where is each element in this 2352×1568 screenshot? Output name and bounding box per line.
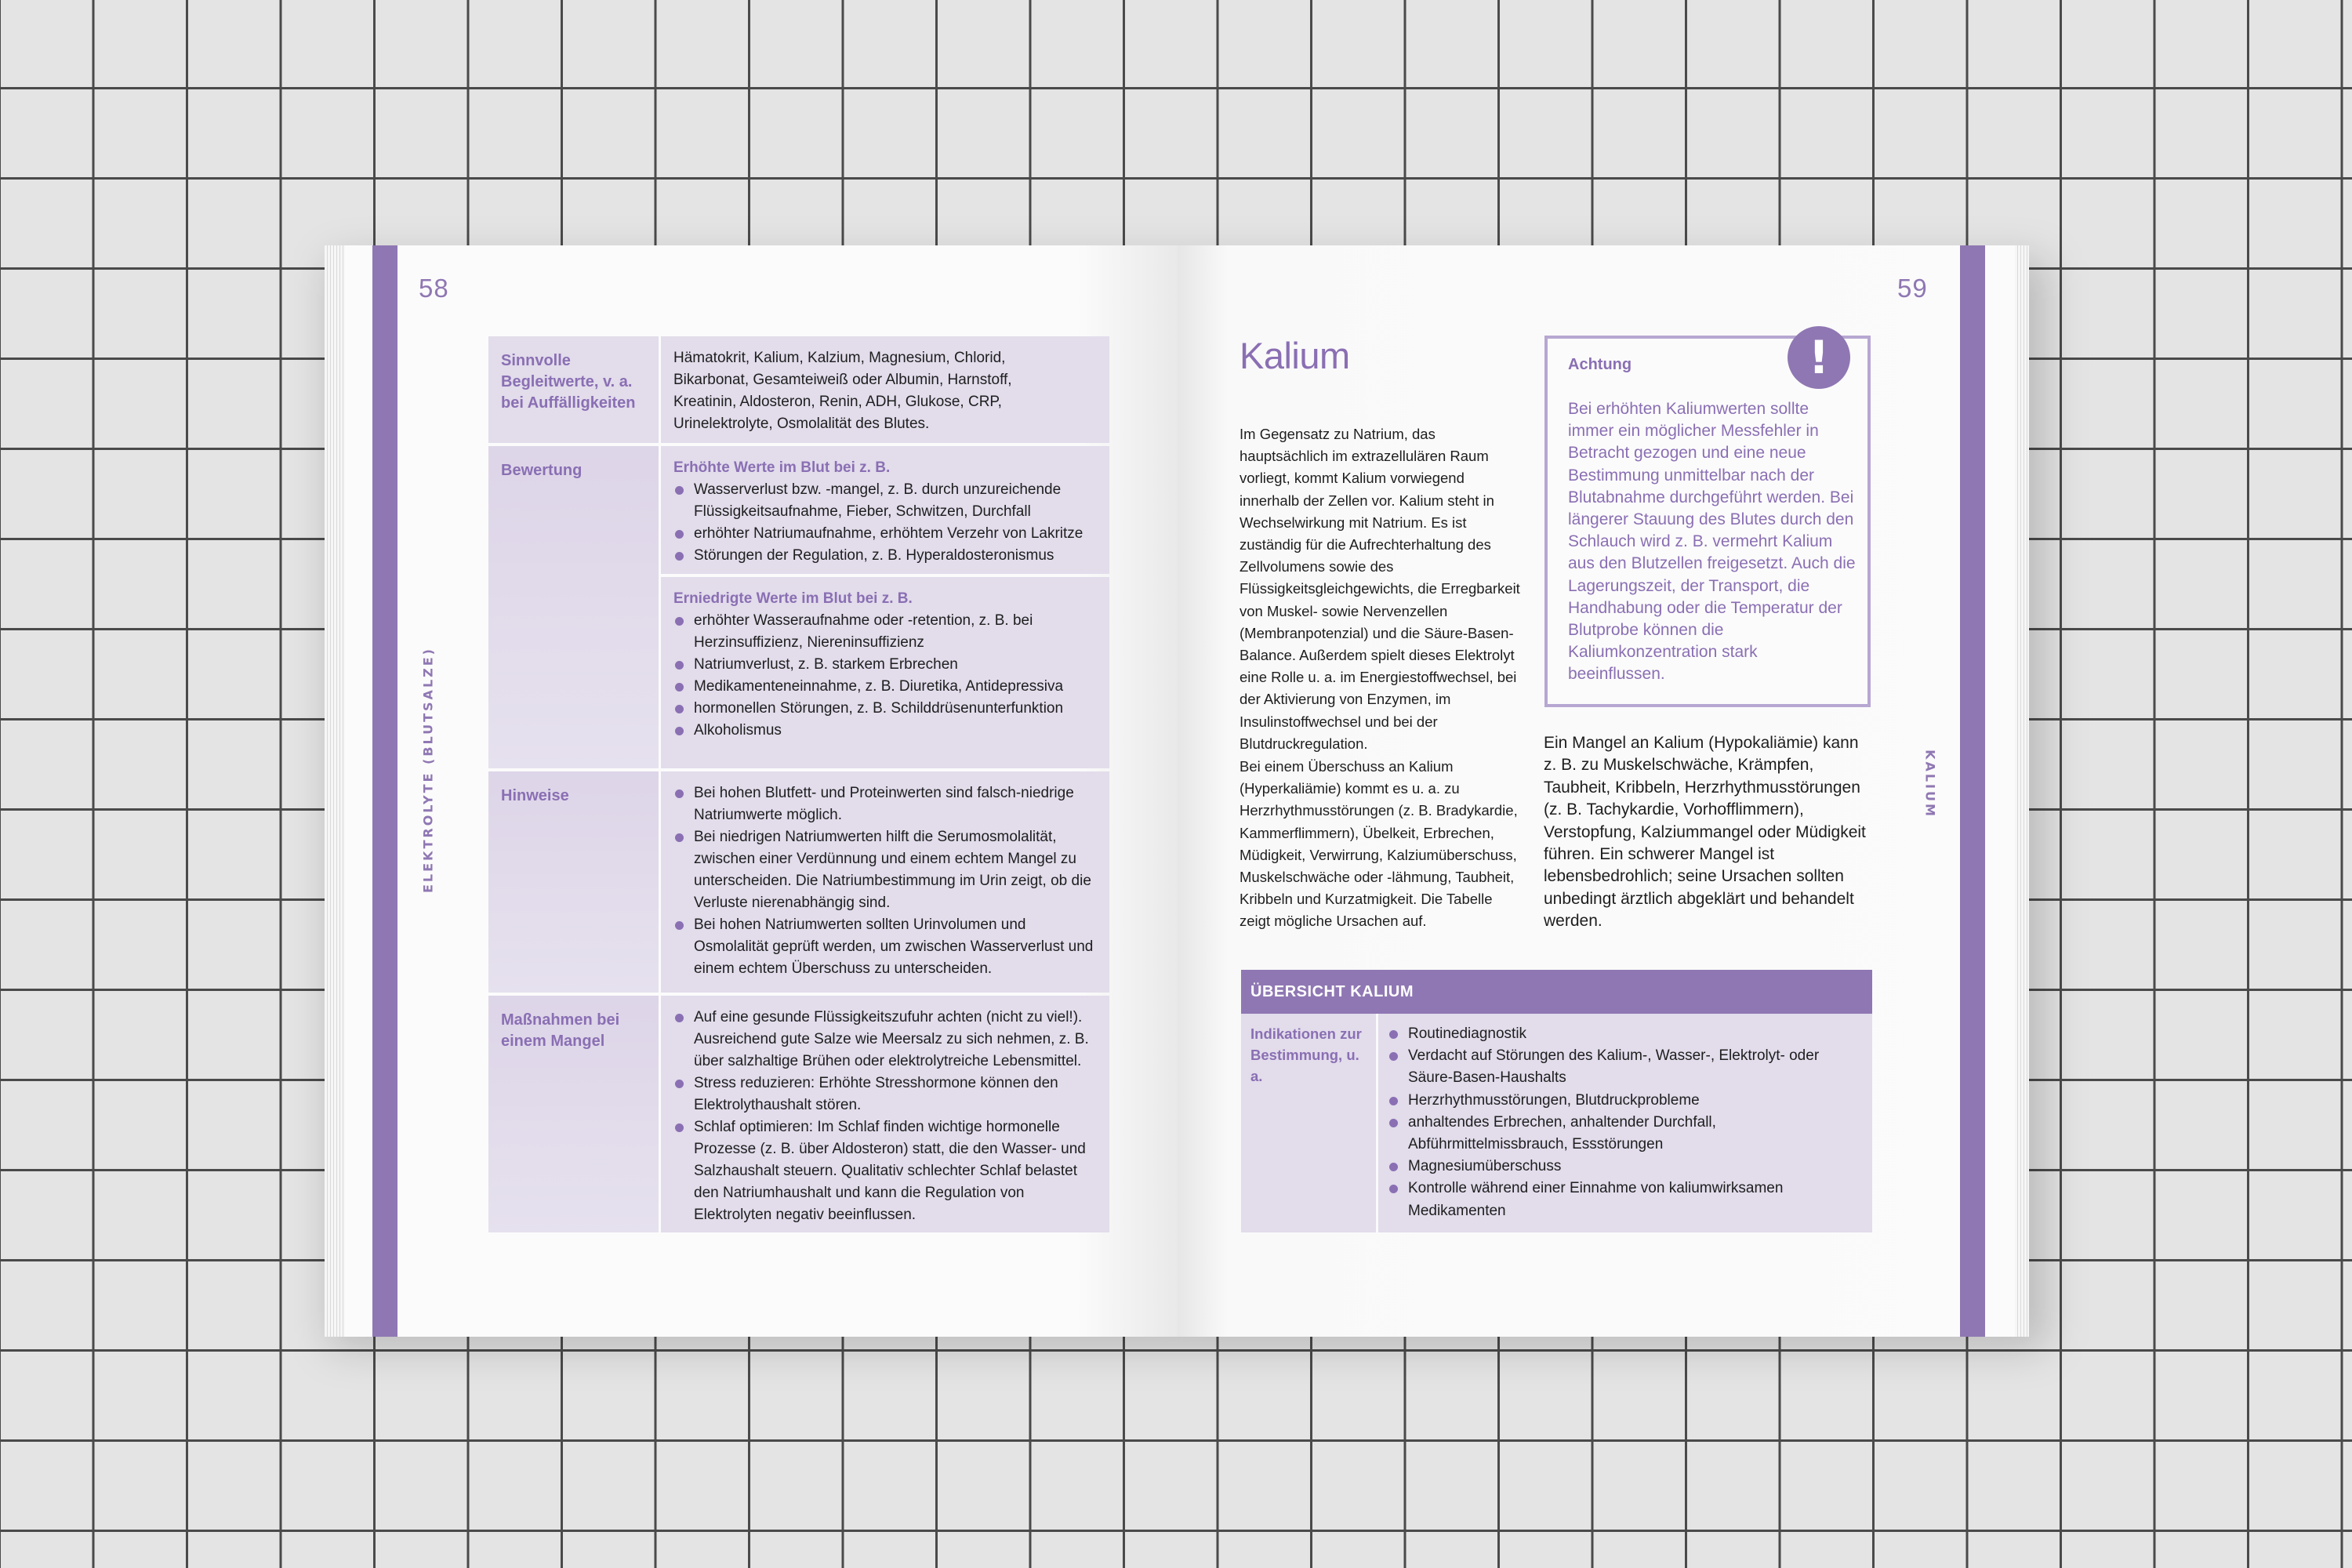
list-item: Bei hohen Blutfett- und Proteinwerten sind falsch-niedrige Natriumwerte möglich. — [673, 782, 1097, 826]
row-content — [661, 996, 1109, 1232]
list-item: Routinediagnostik — [1388, 1023, 1863, 1045]
list-item: hormonellen Störungen, z. B. Schilddrüsenunterfunktion — [673, 698, 1097, 720]
list-item: Kontrolle während einer Einnahme von kaliumwirksamen Medikamenten — [1388, 1178, 1863, 1221]
row-content — [661, 336, 1109, 443]
list-item: Auf eine gesunde Flüssigkeitszufuhr achten (nicht zu viel!). Ausreichend gute Salze wie Meersalz zu sich nehmen, z. B. über salzhaltige Brühen oder elektrolytreiche Lebensmittel. — [673, 1007, 1097, 1073]
row-label: Maßnahmen bei einem Mangel — [488, 996, 659, 1232]
list-item: Bei niedrigen Natriumwerten hilft die Serumosmolalität, zwischen einer Verdünnung und einem echtem Mangel zu unterscheiden. Die Natriumbestimmung im Urin zeigt, ob die Verluste nierenabhängig sind. — [673, 826, 1097, 914]
list-item: Natriumverlust, z. B. starkem Erbrechen — [673, 654, 1097, 676]
text-line: Kreatinin, Aldosteron, Renin, ADH, Glukose, CRP, — [673, 394, 1002, 410]
row-label: Sinnvolle Begleitwerte, v. a. bei Auffälligkeiten — [488, 336, 659, 443]
page-title: Kalium — [1240, 335, 1350, 376]
exclamation-icon: ! — [1788, 326, 1850, 389]
list-item: Alkoholismus — [673, 720, 1097, 742]
bullet-list — [673, 479, 1097, 567]
list-item: erhöhter Natriumaufnahme, erhöhtem Verzehr von Lakritze — [673, 523, 1097, 545]
overview-heading: ÜBERSICHT KALIUM — [1241, 970, 1872, 1014]
list-item: Herzrhythmusstörungen, Blutdruckprobleme — [1388, 1090, 1863, 1112]
list-item: Störungen der Regulation, z. B. Hyperaldosteronismus — [673, 545, 1097, 567]
hyperkalemia-paragraph: Bei einem Überschuss an Kalium (Hyperkaliämie) kommt es u. a. zu Herzrhythmusstörungen (z. B. Bradykardie, Kammerflimmern), Übelkeit, Erbrechen, Müdigkeit, Verwirrung, Kalziumüberschuss, Muskelschwäche oder -lähmung, Taubheit, Kribbeln und Kurzatmigkeit. Die Tabelle zeigt mögliche Ursachen auf. — [1240, 758, 1518, 930]
bullet-list — [1388, 1023, 1863, 1222]
text-line: Bikarbonat, Gesamteiweiß oder Albumin, Harnstoff, — [673, 372, 1012, 388]
row-content — [661, 577, 1109, 768]
row-label: Hinweise — [488, 771, 659, 993]
intro-paragraph: Im Gegensatz zu Natrium, das hauptsächlich im extrazellulären Raum vorliegt, kommt Kalium vorwiegend innerhalb der Zellen vor. Kalium steht in Wechselwirkung mit Natrium. Es ist zuständig für die Aufrechterhaltung des Zellvolumens sowie des Flüssigkeitsgleichgewichts, die Erregbarkeit von Muskel- sowie Nervenzellen (Membranpotenzial) und die Säure-Basen-Balance. Außerdem spielt dieses Elektrolyt eine Rolle u. a. im Energiestoffwechsel, bei der Aktivierung von Enzymen, im Insulinstoffwechsel und bei der Blutdruckregulation. — [1240, 426, 1520, 752]
list-item: anhaltendes Erbrechen, anhaltender Durchfall, Abführmittelmissbrauch, Essstörungen — [1388, 1112, 1863, 1156]
right-page-number: 59 — [1897, 274, 1928, 303]
list-item: Bei hohen Natriumwerten sollten Urinvolumen und Osmolalität geprüft werden, um zwischen Wasserverlust und einem echtem Überschuss zu unterscheiden. — [673, 914, 1097, 980]
overview-label: Indikationen zur Bestimmung, u. a. — [1241, 1014, 1376, 1232]
hypokalemia-paragraph: Ein Mangel an Kalium (Hypokaliämie) kann z. B. zu Muskelschwäche, Krämpfen, Taubheit, Kribbeln, Herzrhythmusstörungen (z. B. Tachykardie, Vorhofflimmern), Verstopfung, Kalziummangel oder Müdigkeit führen. Ein schwerer Mangel ist lebensbedrohlich; seine Ursachen sollten unbedingt ärztlich abgeklärt und behandelt werden. — [1544, 734, 1866, 931]
bullet-list — [673, 1007, 1097, 1226]
natrium-table — [488, 336, 1109, 1232]
table-row — [488, 336, 1109, 443]
bullet-list — [673, 782, 1097, 980]
list-item: Magnesiumüberschuss — [1388, 1156, 1863, 1178]
overview-content — [1378, 1014, 1872, 1232]
subheading: Erniedrigte Werte im Blut bei z. B. — [673, 590, 913, 607]
table-row — [488, 446, 1109, 768]
row-label: Bewertung — [488, 446, 659, 768]
list-item: erhöhter Wasseraufnahme oder -retention, z. B. bei Herzinsuffizienz, Niereninsuffizienz — [673, 610, 1097, 654]
text-line: Hämatokrit, Kalium, Kalzium, Magnesium, Chlorid, — [673, 350, 1006, 366]
left-page-color-bar — [372, 245, 397, 1337]
subheading: Erhöhte Werte im Blut bei z. B. — [673, 459, 891, 476]
right-side-label: KALIUM — [1922, 750, 1938, 818]
warning-text: Bei erhöhten Kaliumwerten sollte immer ein möglicher Messfehler in Betracht gezogen und eine neue Bestimmung unmittelbar nach der Blutabnahme durchgeführt werden. Bei längerer Stauung des Blutes durch den Schlauch wird z. B. vermehrt Kalium aus den Blutzellen freigesetzt. Auch die Lagerungszeit, der Transport, die Handhabung oder die Temperatur der Blutprobe können die Kaliumkonzentration stark beeinflussen. — [1568, 400, 1856, 684]
warning-title: Achtung — [1568, 356, 1632, 373]
table-row — [488, 996, 1109, 1232]
right-page-color-bar — [1960, 245, 1985, 1337]
text-line: Urinelektrolyte, Osmolalität des Blutes. — [673, 416, 930, 432]
list-item: Wasserverlust bzw. -mangel, z. B. durch unzureichende Flüssigkeitsaufnahme, Fieber, Schwitzen, Durchfall — [673, 479, 1097, 523]
table-row — [488, 771, 1109, 993]
warning-box — [1544, 331, 1871, 707]
list-item: Verdacht auf Störungen des Kalium-, Wasser-, Elektrolyt- oder Säure-Basen-Haushalts — [1388, 1045, 1863, 1089]
left-page-number: 58 — [419, 274, 449, 303]
overview-table — [1241, 970, 1872, 1232]
left-side-label: ELEKTROLYTE (BLUTSALZE) — [420, 647, 436, 893]
list-item: Medikamenteneinnahme, z. B. Diuretika, Antidepressiva — [673, 676, 1097, 698]
list-item: Stress reduzieren: Erhöhte Stresshormone können den Elektrolythaushalt stören. — [673, 1073, 1097, 1116]
list-item: Schlaf optimieren: Im Schlaf finden wichtige hormonelle Prozesse (z. B. über Aldosteron) statt, die den Wasser- und Salzhaushalt steuern. Qualitativ schlechter Schlaf belastet den Natriumhaushalt und kann die Regulation von Elektrolyten negativ beeinflussen. — [673, 1116, 1097, 1226]
bullet-list — [673, 610, 1097, 742]
row-content — [661, 446, 1109, 574]
row-content — [661, 771, 1109, 993]
